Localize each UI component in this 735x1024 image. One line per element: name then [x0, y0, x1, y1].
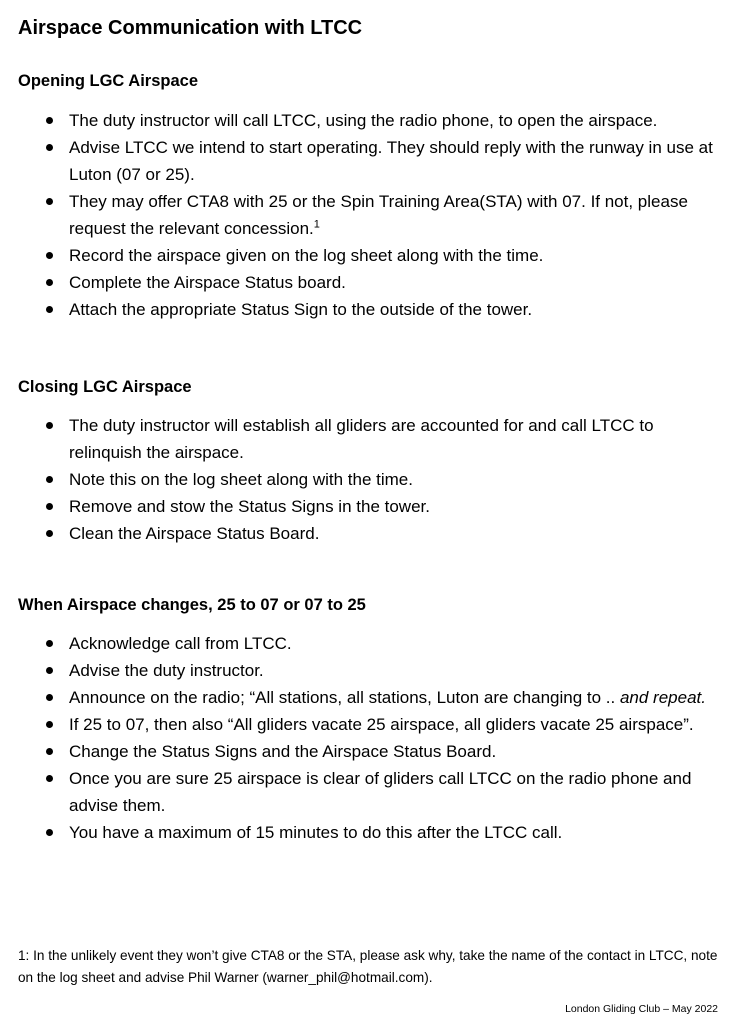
list-item: You have a maximum of 15 minutes to do this after the LTCC call.	[0, 819, 735, 846]
footnote-reference: 1	[313, 218, 320, 231]
bullet-icon	[46, 775, 53, 782]
list-item: Record the airspace given on the log sheet along with the time.	[0, 242, 735, 269]
opening-list	[0, 107, 735, 323]
list-item: The duty instructor will establish all gliders are accounted for and call LTCC to relinquish the airspace.	[0, 412, 735, 466]
document-title: Airspace Communication with LTCC	[18, 17, 363, 39]
list-item: Once you are sure 25 airspace is clear of gliders call LTCC on the radio phone and advise them.	[0, 765, 735, 819]
list-item: Announce on the radio; “All stations, all stations, Luton are changing to .. and repeat.	[0, 684, 735, 711]
list-item: The duty instructor will call LTCC, using the radio phone, to open the airspace.	[0, 107, 735, 134]
bullet-icon	[46, 252, 53, 259]
bullet-icon	[46, 748, 53, 755]
bullet-icon	[46, 422, 53, 429]
list-item: Complete the Airspace Status board.	[0, 269, 735, 296]
list-item: Advise LTCC we intend to start operating. They should reply with the runway in use at Luton (07 or 25).	[0, 134, 735, 188]
section-heading-closing: Closing LGC Airspace	[18, 378, 192, 396]
bullet-icon	[46, 279, 53, 286]
bullet-icon	[46, 640, 53, 647]
changes-list	[0, 630, 735, 846]
section-heading-opening: Opening LGC Airspace	[18, 72, 199, 90]
list-item: If 25 to 07, then also “All gliders vacate 25 airspace, all gliders vacate 25 airspace”.	[0, 711, 735, 738]
page-footer: London Gliding Club – May 2022	[565, 1003, 718, 1015]
bullet-icon	[46, 530, 53, 537]
list-item: Clean the Airspace Status Board.	[0, 520, 735, 547]
announce-italic-text: and repeat.	[619, 688, 706, 707]
list-item: Note this on the log sheet along with the time.	[0, 466, 735, 493]
list-item: They may offer CTA8 with 25 or the Spin Training Area(STA) with 07. If not, please request the relevant concession.$^1$	[0, 188, 735, 242]
bullet-icon	[46, 667, 53, 674]
list-item: Advise the duty instructor.	[0, 657, 735, 684]
section-heading-changes: When Airspace changes, 25 to 07 or 07 to 25	[18, 596, 366, 614]
bullet-icon	[46, 694, 53, 701]
bullet-icon	[46, 306, 53, 313]
bullet-icon	[46, 829, 53, 836]
bullet-icon	[46, 144, 53, 151]
list-item: Change the Status Signs and the Airspace Status Board.	[0, 738, 735, 765]
list-item: Remove and stow the Status Signs in the tower.	[0, 493, 735, 520]
list-item: Acknowledge call from LTCC.	[0, 630, 735, 657]
bullet-icon	[46, 476, 53, 483]
bullet-icon	[46, 198, 53, 205]
footnote: 1: In the unlikely event they won’t give CTA8 or the STA, please ask why, take the name of the contact in LTCC, note on the log sheet and advise Phil Warner (warner_phil@hotmail.com).	[18, 948, 718, 985]
list-item: Attach the appropriate Status Sign to the outside of the tower.	[0, 296, 735, 323]
closing-list	[0, 412, 735, 547]
bullet-icon	[46, 503, 53, 510]
bullet-icon	[46, 721, 53, 728]
bullet-icon	[46, 117, 53, 124]
